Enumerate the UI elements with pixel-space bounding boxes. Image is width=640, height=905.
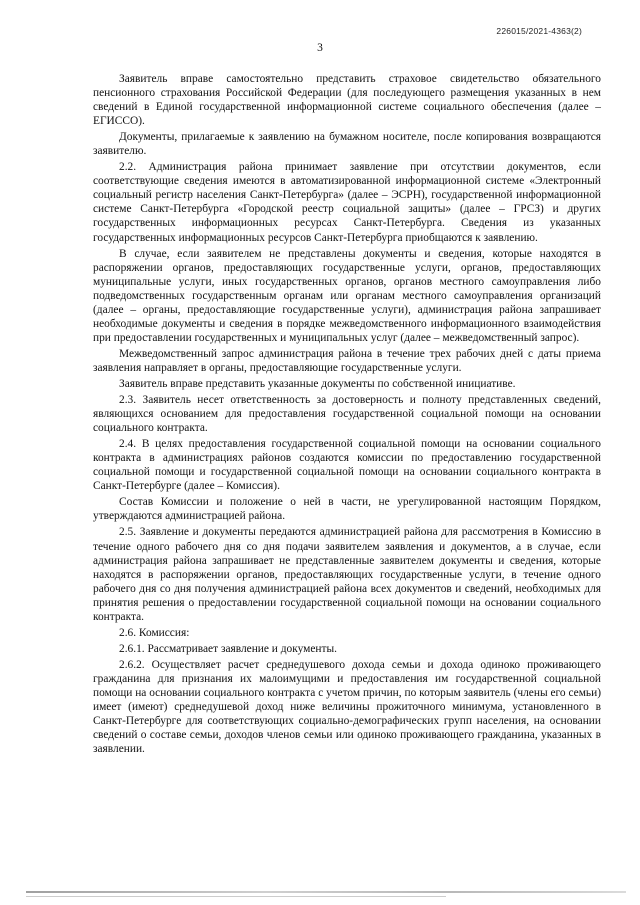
- paragraph: 2.4. В целях предоставления государственной социальной помощи на основании социального контракта в администрациях районов создаются комиссии по предоставлению государственной социальной помощи и государственной социальной помощи на основании социального контракта в Санкт-Петербурге (далее – Комиссия).: [93, 438, 601, 493]
- paragraph: 2.6.1. Рассматривает заявление и документы.: [119, 642, 337, 655]
- paragraph: 2.6. Комиссия:: [119, 626, 190, 639]
- paragraph: Документы, прилагаемые к заявлению на бумажном носителе, после копирования возвращаются заявителю.: [93, 131, 601, 158]
- document-body: [93, 72, 601, 756]
- document-registration-number: 226015/2021-4363(2): [496, 26, 582, 36]
- paragraph: 2.5. Заявление и документы передаются администрацией района для рассмотрения в Комиссию в течение одного рабочего дня со дня подачи заявителем заявления и документов, а в случае, если администрация района запрашивает не представленные заявителем документы и сведения, которые находятся в распоряжении органов, предоставляющих государственные услуги, в течение одного рабочего дня со дня получения администрацией района всех документов и сведений, необходимых для принятия решения о предоставлении государственной социальной помощи на основании социального контракта.: [93, 526, 601, 623]
- paragraph: В случае, если заявителем не представлены документы и сведения, которые находятся в распоряжении органов, предоставляющих государственные услуги, органов, предоставляющих муниципальные услуги, иных государственных органов, органов местного самоуправления либо подведомственных государственным органам или органам местного самоуправления организаций (далее – органы, предоставляющие государственные услуги), администрация района запрашивает необходимые документы и сведения в порядке межведомственного информационного взаимодействия при предоставлении государственных и муниципальных услуг (далее – межведомственный запрос).: [93, 247, 601, 344]
- paragraph: 2.2. Администрация района принимает заявление при отсутствии документов, если соответствующие сведения имеются в автоматизированной информационной системе «Электронный социальный регистр населения Санкт-Петербурга» (далее – ЭСРН), государственной информационной системе Санкт-Петербурга «Городской реестр социальной защиты» (далее – ГРСЗ) и других государственных информационных ресурсах Санкт-Петербурга. Сведения из указанных государственных информационных ресурсов Санкт-Петербурга приобщаются к заявлению.: [93, 161, 601, 244]
- page-number: 3: [317, 42, 323, 54]
- paragraph: Заявитель вправе самостоятельно представить страховое свидетельство обязательного пенсионного страхования Российской Федерации (для последующего размещения указанных в нем сведений в Единой государственной информационной системе социального обеспечения (далее – ЕГИССО).: [93, 73, 601, 128]
- paragraph: Межведомственный запрос администрация района в течение трех рабочих дней с даты приема заявления направляет в органы, предоставляющие государственные услуги.: [93, 347, 601, 374]
- scan-edge-line: [26, 891, 626, 893]
- paragraph: Состав Комиссии и положение о ней в части, не урегулированной настоящим Порядком, утверждаются администрацией района.: [93, 496, 601, 523]
- scan-edge-line: [26, 896, 446, 897]
- paragraph: 2.3. Заявитель несет ответственность за достоверность и полноту представленных сведений, являющихся основанием для предоставления государственной социальной помощи на основании социального контракта.: [93, 394, 601, 435]
- paragraph: Заявитель вправе представить указанные документы по собственной инициативе.: [119, 377, 516, 390]
- paragraph: 2.6.2. Осуществляет расчет среднедушевого дохода семьи и дохода одиноко проживающего гражданина для признания их малоимущими и предоставления им государственной социальной помощи на основании социального контракта с учетом причин, по которым заявитель (члены его семьи) имеет (имеют) среднедушевой доход ниже величины прожиточного минимума, установленного в Санкт-Петербурге для соответствующих социально-демографических групп населения, на основании сведений о составе семьи, доходов членов семьи или одиноко проживающего гражданина, указанных в заявлении.: [93, 658, 601, 756]
